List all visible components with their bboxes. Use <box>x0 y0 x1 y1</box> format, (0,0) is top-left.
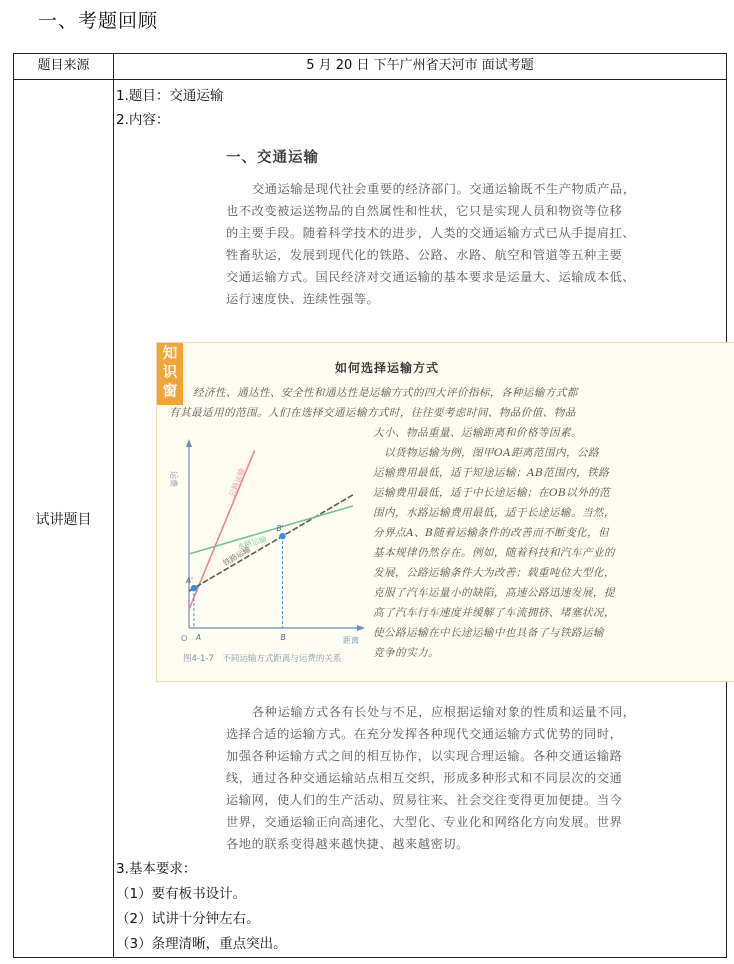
exam-table <box>13 53 727 958</box>
para1-line: 交通运输是现代社会重要的经济部门。交通运输既不生产物质产品， <box>252 182 636 196</box>
x-axis-label: 距离 <box>343 636 359 645</box>
knowledge-line: 围内，水路运输费用最低，适于长途运输。当然， <box>373 507 615 519</box>
knowledge-line: 竞争的实力。 <box>373 647 439 659</box>
source-value: 5 月 20 日 下午广州省天河市 面试考题 <box>114 54 727 80</box>
requirement-item: （3）条理清晰，重点突出。 <box>116 936 287 952</box>
knowledge-line: 使公路运输在中长途运输中也具备了与铁路运输 <box>373 627 604 639</box>
requirement-item: （2）试讲十分钟左右。 <box>116 911 260 927</box>
knowledge-line: 有其最适用的范围。人们在选择交通运输方式时，往往要考虑时间、物品价值、物品 <box>169 407 576 419</box>
x-tick-label: B <box>280 633 286 642</box>
chart-caption: 图4-1-7 不同运输方式距离与运费的关系 <box>183 654 342 664</box>
content-label: 2.内容： <box>116 112 170 128</box>
badge-char: 知 <box>162 346 178 362</box>
para1-line: 运行速度快、连续性强等。 <box>226 292 380 306</box>
knowledge-line: 运输费用最低，适于短途运输；AB范围内，铁路 <box>373 467 610 479</box>
knowledge-line: 发展，公路运输条件大为改善；载重吨位大型化， <box>373 567 615 579</box>
section-title: 一、交通运输 <box>226 150 319 166</box>
knowledge-line: 分界点A、B随着运输条件的改善而不断变化，但 <box>373 527 610 539</box>
knowledge-line: 以货物运输为例，图甲OA距离范围内，公路 <box>373 447 600 459</box>
knowledge-title: 如何选择运输方式 <box>335 361 440 375</box>
source-label: 题目来源 <box>14 54 114 80</box>
series-line <box>189 506 353 554</box>
knowledge-line: 大小、物品重量、运输距离和价格等因素。 <box>373 427 582 439</box>
x-tick-label: A <box>195 633 202 642</box>
y-axis-label: 运费 <box>169 471 178 487</box>
table-header-row <box>14 54 727 80</box>
requirement-item: （1）要有板书设计。 <box>116 886 247 902</box>
knowledge-box <box>156 342 734 682</box>
para1-line: 也不改变被运送物品的自然属性和性状，它只是实现人员和物资等位移 <box>226 204 623 218</box>
intersection-point <box>279 533 285 539</box>
badge-char: 识 <box>162 365 178 381</box>
knowledge-line: 运输费用最低，适于中长途运输；在OB以外的范 <box>373 487 611 499</box>
row-label: 试讲题目 <box>14 80 114 958</box>
knowledge-line: 基本规律仍然存在。例如，随着科技和汽车产业的 <box>373 547 615 559</box>
para2-line: 线，通过各种交通运输站点相互交织，形成多种形式和不同层次的交通 <box>226 771 623 785</box>
intersection-point <box>191 585 197 591</box>
point-label: A' <box>185 576 194 586</box>
series-line <box>189 495 353 591</box>
para1-line: 交通运输方式。国民经济对交通运输的基本要求是运量大、运输成本低、 <box>226 270 636 284</box>
distance-cost-chart <box>157 343 372 681</box>
para1-line: 牲畜驮运，发展到现代化的铁路、公路、水路、航空和管道等五种主要 <box>226 248 623 262</box>
knowledge-line: 高了汽车行车速度并缓解了车流拥挤、堵塞状况， <box>373 607 615 619</box>
requirements-label: 3.基本要求： <box>116 861 197 877</box>
table-content-row <box>14 80 727 958</box>
topic-line: 1.题目：交通运输 <box>116 88 224 104</box>
badge-char: 窗 <box>162 384 178 400</box>
y-axis-arrow <box>186 439 192 447</box>
page-heading: 一、考题回顾 <box>38 10 159 32</box>
knowledge-line: 克服了汽车运量小的缺陷，高速公路迅速发展，提 <box>373 587 615 599</box>
para2-line: 选择合适的运输方式。在充分发挥各种现代交通运输方式优势的同时， <box>226 727 623 741</box>
para2-line: 运输网，使人们的生产活动、贸易往来、社会交往变得更加便捷。当今 <box>226 793 623 807</box>
point-label: B' <box>276 524 284 534</box>
knowledge-line: 经济性、通达性、安全性和通达性是运输方式的四大评价指标，各种运输方式都 <box>193 387 578 399</box>
x-axis-arrow <box>357 625 365 631</box>
series-label: 铁路运输 <box>221 544 252 568</box>
chart-marks <box>185 450 353 642</box>
para2-line: 加强各种运输方式之间的相互协作，以实现合理运输。各种交通运输路 <box>226 749 623 763</box>
series-label: 水路运输 <box>236 534 268 552</box>
series-label: 公路运输 <box>227 466 247 499</box>
content-cell <box>114 80 727 958</box>
para2-line: 各地的联系变得越来越快捷、越来越密切。 <box>226 837 469 851</box>
origin-label: O <box>181 634 188 643</box>
content-area <box>114 80 726 957</box>
para2-line: 世界，交通运输正向高速化、大型化、专业化和网络化方向发展。世界 <box>226 815 623 829</box>
para1-line: 的主要手段。随着科学技术的进步，人类的交通运输方式已从手提肩扛、 <box>226 226 636 240</box>
para2-line: 各种运输方式各有长处与不足，应根据运输对象的性质和运量不同， <box>252 705 636 719</box>
